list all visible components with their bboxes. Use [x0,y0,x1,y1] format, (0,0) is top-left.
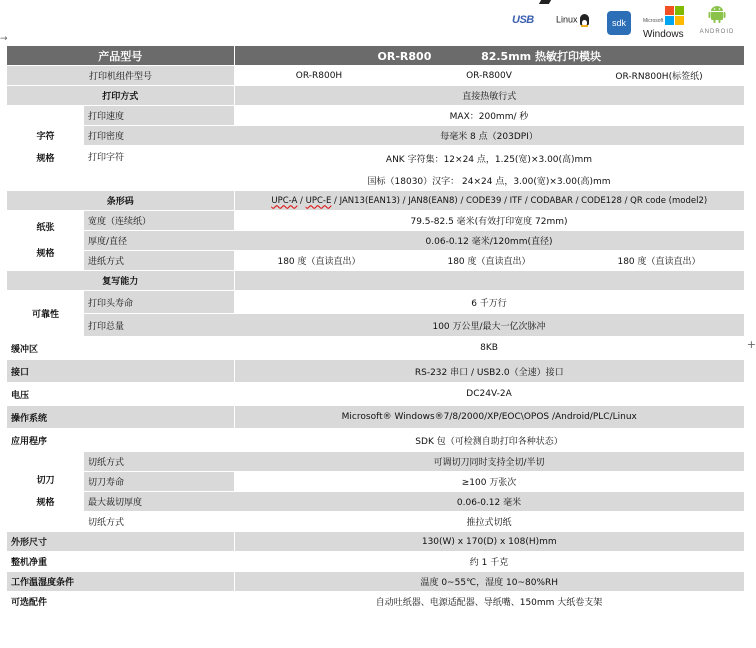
linux-logo [556,14,589,26]
cutter-group-a: 切刀 [36,475,55,486]
linux-logo-text: Linux [556,14,578,25]
table-row [7,271,744,291]
spec-table [7,46,744,612]
table-row [7,532,744,552]
paper-width-label: 宽度（连续纸） [84,211,234,231]
reliability-group: 可靠性 [7,291,84,337]
table-row [7,191,744,211]
table-row [7,146,744,171]
table-row [7,592,744,612]
paper-group-a: 纸张 [36,222,55,233]
table-row [7,406,744,429]
cutter-group-b: 规格 [36,497,55,508]
app-label: 应用程序 [7,429,234,452]
windows-logo-small-text: Microsoft [643,18,664,24]
table-row [7,383,744,406]
interface-value: RS-232 串口 / USB2.0（全速）接口 [234,360,744,383]
android-robot-icon [707,4,727,24]
dimensions-label: 外形尺寸 [7,532,234,552]
print-chars-label: 打印字符 [84,146,234,191]
table-row [7,572,744,592]
print-speed-label: 打印速度 [84,106,234,126]
android-logo-text: ANDROID [699,29,735,35]
plus-handle-icon: + [746,338,756,351]
paper-feed-3: 180 度（直读直出） [574,251,744,271]
max-cut-thickness-label: 最大裁切厚度 [84,492,234,512]
table-row [7,126,744,146]
component-models-label: 打印机组件型号 [7,66,234,86]
android-logo [697,4,737,40]
table-row [7,552,744,572]
print-total-label: 打印总量 [84,314,234,337]
barcode-rest: / JAN13(EAN13) / JAN8(EAN8) / CODE39 / ITF / CODABAR / CODE128 / QR code (model2) [331,195,708,206]
component-model-3: OR-RN800H(标签纸) [574,66,744,86]
os-value: Microsoft® Windows®7/8/2000/XP/EOC\OPOS /Android/PLC/Linux [234,406,744,429]
header-label: 产品型号 [7,46,234,66]
usb-logo: USB [512,14,534,26]
table-row [7,66,744,86]
paper-group-b: 规格 [36,248,55,259]
header-model-code: OR-R800 [377,49,432,63]
print-density-label: 打印密度 [84,126,234,146]
table-row [7,291,744,314]
barcode-sep: / [297,195,306,206]
cutter-life-value: ≥100 万张次 [234,472,744,492]
head-life-value: 6 千万行 [234,291,744,314]
cutter-life-label: 切刀寿命 [84,472,234,492]
accessories-value: 自动吐纸器、电源适配器、导纸嘴、150mm 大纸卷支架 [234,592,744,612]
windows-logo-text: Windows [643,29,684,40]
cutter-group [7,452,84,532]
cut-mode-label: 切纸方式 [84,452,234,472]
barcode-upce: UPC-E [305,195,332,206]
table-row [7,452,744,472]
print-speed-value: MAX：200mm/ 秒 [234,106,744,126]
table-header-row [7,46,744,66]
header-model [234,46,744,66]
tux-icon [580,14,589,26]
app-value: SDK 包（可检测自助打印各种状态） [234,429,744,452]
table-row [7,360,744,383]
cut-mode-value: 可调切刀同时支持全切/半切 [234,452,744,472]
char-spec-group-a: 字符 [36,132,55,142]
paper-feed-2: 180 度（直读直出） [404,251,574,271]
cut-mode-2-label: 切纸方式 [84,512,234,532]
paper-width-value: 79.5-82.5 毫米(有效打印宽度 72mm) [234,211,744,231]
env-value: 温度 0~55℃，湿度 10~80%RH [234,572,744,592]
table-row [7,231,744,251]
interface-label: 接口 [7,360,234,383]
paper-group [7,211,84,271]
rewrite-value [234,271,744,291]
table-row [7,492,744,512]
buffer-label: 缓冲区 [7,337,234,360]
print-method-label: 打印方式 [7,86,234,106]
barcode-value [234,191,744,211]
windows-logo [643,6,691,40]
max-cut-thickness-value: 0.06-0.12 毫米 [234,492,744,512]
accessories-label: 可选配件 [7,592,234,612]
paper-thickness-label: 厚度/直径 [84,231,234,251]
table-row [7,472,744,492]
paper-feed-label: 进纸方式 [84,251,234,271]
print-density-value: 每毫米 8 点（203DPI） [234,126,744,146]
weight-label: 整机净重 [7,552,234,572]
buffer-value: 8KB [234,337,744,360]
os-label: 操作系统 [7,406,234,429]
rewrite-label: 复写能力 [7,271,234,291]
table-row [7,429,744,452]
component-model-2: OR-R800V [404,66,574,86]
barcode-label: 条形码 [7,191,234,211]
table-row [7,512,744,532]
table-row [7,251,744,271]
head-life-label: 打印头寿命 [84,291,234,314]
table-row [7,211,744,231]
sdk-logo: sdk [607,11,631,35]
paper-feed-1: 180 度（直读直出） [234,251,404,271]
print-total-value: 100 万公里/最大一亿次脉冲 [234,314,744,337]
header-model-desc: 82.5mm 热敏打印模块 [481,49,601,63]
table-row [7,106,744,126]
weight-value: 约 1 千克 [234,552,744,572]
table-row [7,337,744,360]
voltage-label: 电压 [7,383,234,406]
component-model-1: OR-R800H [234,66,404,86]
env-label: 工作温湿度条件 [7,572,234,592]
char-spec-group [7,106,84,191]
pen-decoration [539,0,551,4]
print-chars-value-1: ANK 字符集：12×24 点，1.25(宽)×3.00(高)mm [234,146,744,171]
print-chars-value-2: 国标（18030）汉字： 24×24 点，3.00(宽)×3.00(高)mm [234,171,744,191]
logo-bar [0,0,756,46]
voltage-value: DC24V-2A [234,383,744,406]
cut-mode-2-value: 推拉式切纸 [234,512,744,532]
dimensions-value: 130(W) x 170(D) x 108(H)mm [234,532,744,552]
paper-thickness-value: 0.06-0.12 毫米/120mm(直径) [234,231,744,251]
print-method-value: 直接热敏行式 [234,86,744,106]
windows-flag-icon [665,6,685,26]
table-row [7,314,744,337]
table-row [7,86,744,106]
barcode-upca: UPC-A [271,195,298,206]
left-arrow-icon: → [0,34,8,44]
char-spec-group-b: 规格 [36,154,55,164]
